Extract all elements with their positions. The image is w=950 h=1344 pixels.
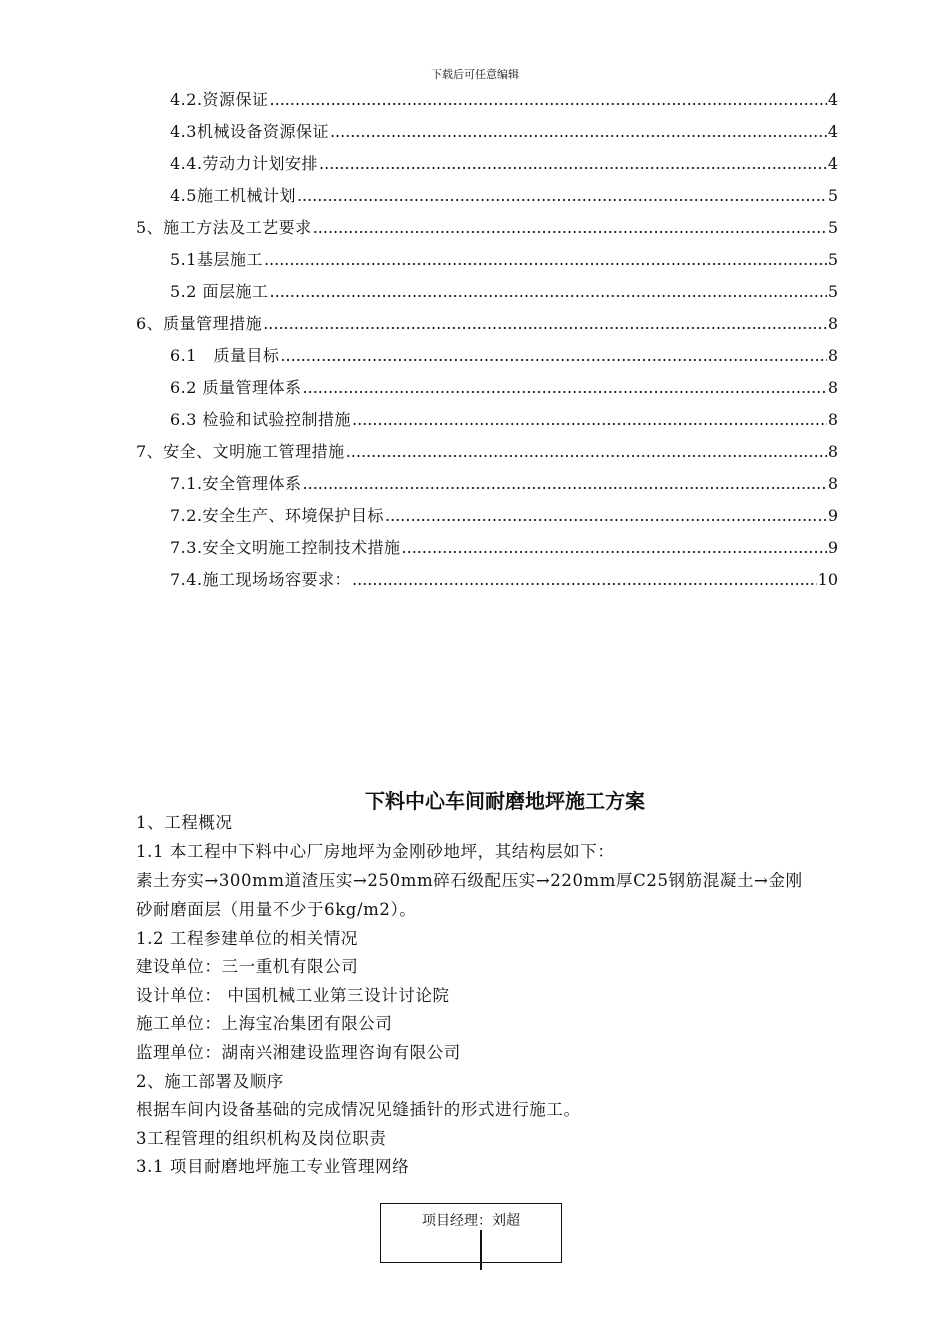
toc-entry[interactable] [170, 342, 838, 366]
document-title: 下料中心车间耐磨地坪施工方案 [365, 789, 645, 813]
toc-entry-page: 8 [827, 346, 838, 365]
toc-entry[interactable] [170, 566, 838, 590]
toc-entry-page: 8 [827, 314, 838, 333]
toc-entry-label: 7.2.安全生产、环境保护目标 [170, 506, 385, 525]
toc-entry[interactable] [170, 374, 838, 398]
toc-entry-label: 4.4.劳动力计划安排 [170, 154, 319, 173]
org-chart-connector [480, 1230, 482, 1270]
toc-leader-dots [264, 250, 827, 270]
toc-entry-page: 5 [827, 250, 838, 269]
toc-leader-dots [402, 538, 827, 558]
toc-entry[interactable] [170, 246, 838, 270]
toc-leader-dots [297, 186, 827, 206]
org-chart-node-label: 项目经理：刘超 [422, 1213, 520, 1229]
paragraph-line: 设计单位： 中国机械工业第三设计讨论院 [136, 986, 450, 1005]
toc-entry-label: 7.4.施工现场场容要求： [170, 570, 352, 589]
toc-leader-dots [303, 474, 827, 494]
section-heading: 3.1 项目耐磨地坪施工专业管理网络 [136, 1157, 410, 1176]
toc-leader-dots [270, 90, 827, 110]
toc-entry-page: 5 [827, 186, 838, 205]
toc-entry[interactable] [136, 438, 838, 462]
toc-entry-label: 6.1 质量目标 [170, 346, 280, 365]
section-heading: 1、工程概况 [136, 813, 233, 832]
toc-entry[interactable] [170, 150, 838, 174]
toc-entry[interactable] [170, 278, 838, 302]
toc-entry[interactable] [170, 470, 838, 494]
toc-entry-label: 5、施工方法及工艺要求 [136, 218, 312, 237]
section-heading: 2、施工部署及顺序 [136, 1072, 284, 1091]
toc-entry-label: 4.5施工机械计划 [170, 186, 296, 205]
toc-entry[interactable] [170, 86, 838, 110]
toc-entry-label: 7.3.安全文明施工控制技术措施 [170, 538, 401, 557]
toc-entry-page: 9 [827, 538, 838, 557]
paragraph-line: 建设单位：三一重机有限公司 [136, 957, 359, 976]
org-chart-node [380, 1203, 562, 1263]
toc-leader-dots [319, 154, 827, 174]
toc-leader-dots [280, 346, 826, 366]
toc-entry[interactable] [170, 406, 838, 430]
paragraph-line: 1.1 本工程中下料中心厂房地坪为金刚砂地坪，其结构层如下： [136, 842, 615, 861]
page-header-note: 下载后可任意编辑 [431, 68, 519, 81]
toc-entry-page: 8 [827, 378, 838, 397]
toc-entry[interactable] [170, 534, 838, 558]
toc-entry-page: 5 [827, 218, 838, 237]
toc-entry-page: 9 [827, 506, 838, 525]
paragraph-line: 素土夯实→300mm道渣压实→250mm碎石级配压实→220mm厚C25钢筋混凝土→金刚 [136, 871, 803, 890]
toc-entry-label: 6.3 检验和试验控制措施 [170, 410, 352, 429]
toc-leader-dots [385, 506, 827, 526]
toc-entry-page: 8 [827, 410, 838, 429]
toc-entry[interactable] [136, 310, 838, 334]
toc-entry[interactable] [170, 182, 838, 206]
toc-leader-dots [330, 122, 827, 142]
toc-entry-page: 10 [817, 570, 838, 589]
toc-leader-dots [352, 410, 827, 430]
toc-entry-label: 6.2 质量管理体系 [170, 378, 302, 397]
toc-entry-page: 8 [827, 442, 838, 461]
toc-entry[interactable] [170, 118, 838, 142]
toc-entry-label: 7、安全、文明施工管理措施 [136, 442, 345, 461]
toc-entry-page: 4 [827, 122, 838, 141]
section-heading: 1.2 工程参建单位的相关情况 [136, 929, 358, 948]
toc-leader-dots [313, 218, 827, 238]
section-heading: 3工程管理的组织机构及岗位职责 [136, 1129, 387, 1148]
toc-leader-dots [263, 314, 827, 334]
toc-entry-label: 5.2 面层施工 [170, 282, 269, 301]
toc-entry-page: 4 [827, 154, 838, 173]
toc-leader-dots [270, 282, 827, 302]
paragraph-line: 砂耐磨面层（用量不少于6kg/m2）。 [136, 900, 417, 919]
toc-leader-dots [303, 378, 827, 398]
paragraph-line: 施工单位：上海宝冶集团有限公司 [136, 1014, 393, 1033]
toc-leader-dots [346, 442, 827, 462]
toc-entry-label: 7.1.安全管理体系 [170, 474, 302, 493]
toc-entry-label: 4.2.资源保证 [170, 90, 269, 109]
toc-entry-page: 4 [827, 90, 838, 109]
toc-entry-label: 4.3机械设备资源保证 [170, 122, 329, 141]
paragraph-line: 监理单位：湖南兴湘建设监理咨询有限公司 [136, 1043, 461, 1062]
toc-entry-page: 8 [827, 474, 838, 493]
toc-entry-page: 5 [827, 282, 838, 301]
toc-entry-label: 6、质量管理措施 [136, 314, 263, 333]
toc-entry[interactable] [136, 214, 838, 238]
paragraph-line: 根据车间内设备基础的完成情况见缝插针的形式进行施工。 [136, 1100, 581, 1119]
toc-leader-dots [352, 570, 817, 590]
toc-entry[interactable] [170, 502, 838, 526]
toc-entry-label: 5.1基层施工 [170, 250, 263, 269]
